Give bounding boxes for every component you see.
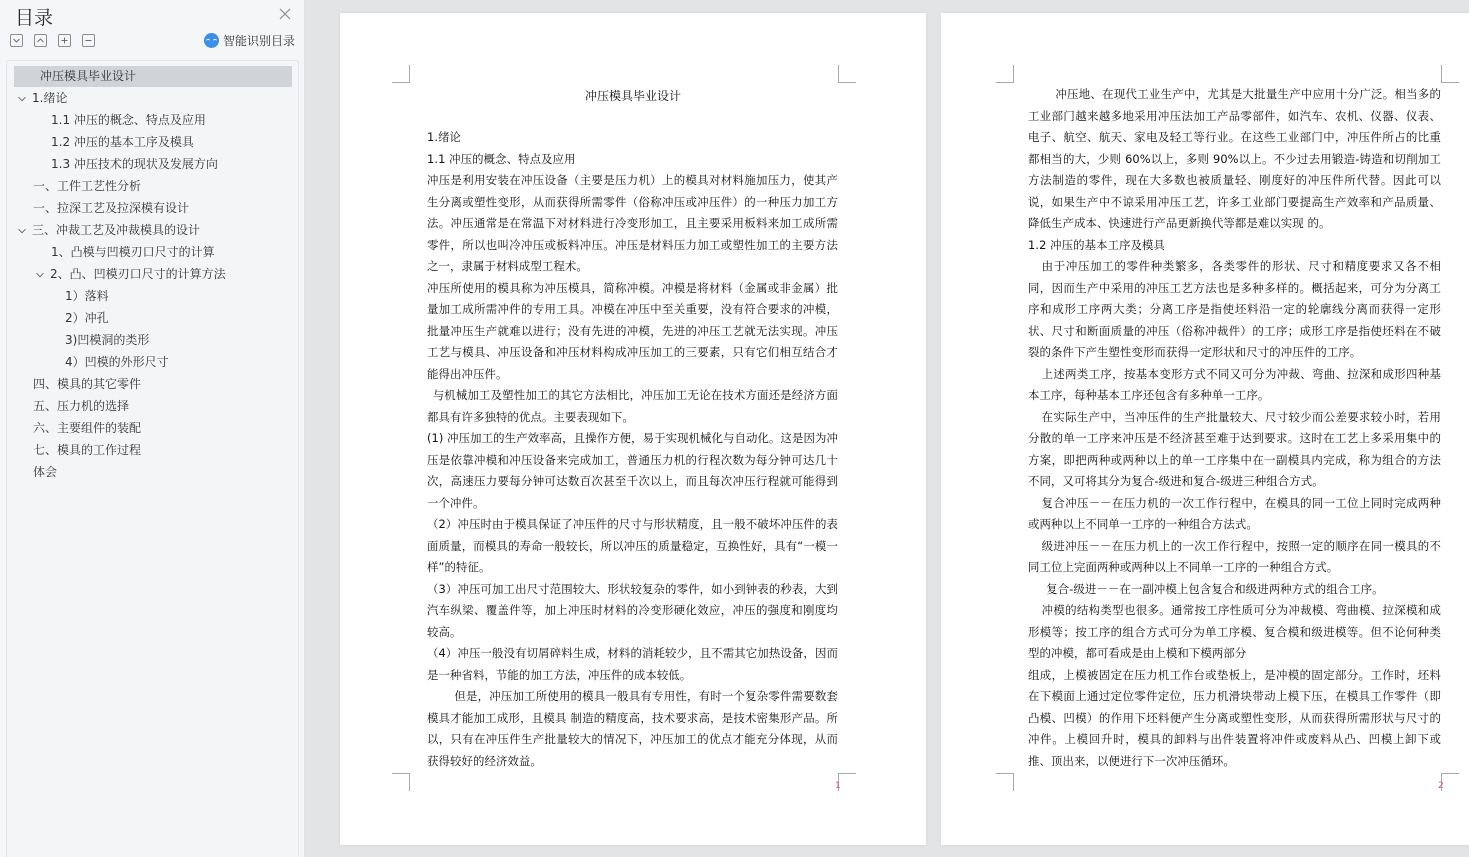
paragraph: 级进冲压－－在压力机上的一次工作行程中，按照一定的顺序在同一模具的不同工位上完面两种或两种以上不同单一工序的一种组合方式。 [1028,538,1441,574]
paragraph: 但是，冲压加工所使用的模具一般具有专用性，有时一个复杂零件需要数套模具才能加工成形，且模具 制造的精度高，技术要求高，是技术密集形产品。所以，只有在冲压件生产批量较大的情况下，冲压加工的优点才能充分体现，从而获得较好的经济效益。 [427,689,838,768]
paragraph: （3）冲压可加工出尺寸范围较大、形状较复杂的零件，如小到钟表的秒表，大到汽车纵梁、覆盖件等，加上冲压时材料的冷变形硬化效应，冲压的强度和刚度均较高。 [427,581,838,639]
paragraph: 1.2 冲压的基本工序及模具 [1028,237,1166,252]
toc-item-label: 4）凹模的外形尺寸 [65,355,169,369]
paragraph: 在实际生产中，当冲压件的生产批量较大、尺寸较少而公差要求较小时，若用分散的单一工序来冲压是不经济甚至难于达到要求。这时在工艺上多采用集中的方案，即把两种或两种以上的单一工序集中在一副模具内完成，称为组合的方法不同，又可将其分为复合-级进和复合-级进三种组合方式。 [1028,409,1441,488]
toc-item-label: 五、压力机的选择 [33,399,130,413]
plus-icon [60,36,69,45]
margin-corner-mark [392,65,410,83]
paragraph: 与机械加工及塑性加工的其它方法相比，冲压加工无论在技术方面还是经济方面都具有许多独特的优点。主要表现如下。 [427,388,838,424]
expand-up-button[interactable] [34,34,47,47]
toc-item[interactable] [51,132,194,153]
toc-item[interactable] [65,286,109,307]
paragraph: 复合-级进－－在一副冲模上包含复合和级进两种方式的组合工序。 [1046,581,1384,596]
margin-corner-mark [996,65,1014,83]
toc-item[interactable] [17,88,67,109]
toc-tree [6,60,299,857]
toc-item[interactable] [14,66,292,87]
chevron-down-icon[interactable] [17,94,27,104]
page-number: 2 [1438,781,1444,791]
toc-item[interactable] [33,396,129,417]
margin-corner-mark [838,65,856,83]
toc-item-label: 3)凹模洞的类形 [65,333,150,347]
smart-toc-icon [204,33,219,48]
paragraph: 冲模的结构类型也很多。通常按工序性质可分为冲裁模、弯曲模、拉深模和成形模等；按工序的组合方式可分为单工序模、复合模和级进模等。但不论何种类型的冲模，都可看成是由上模和下模两部分 [1028,603,1441,660]
toc-toolbar [10,34,95,47]
page-2-body [1028,84,1441,772]
page-number: 1 [835,781,841,791]
chevron-down-icon[interactable] [17,226,27,236]
paragraph: 由于冲压加工的零件种类繁多，各类零件的形状、尺寸和精度要求又各不相同，因而生产中采用的冲压工艺方法也是多种多样的。概括起来，可分为分离工序和成形工序两大类；分离工序是指使坯料沿一定的轮廓线分离而获得一定形状、尺寸和断面质量的冲压（俗称冲裁件）的工序；成形工序是指使坯料在不破裂的条件下产生塑性变形而获得一定形状和尺寸的冲压件的工序。 [1028,259,1441,359]
toc-item-label: 六、主要组件的装配 [33,421,142,435]
chevron-down-icon[interactable] [35,270,45,280]
toc-item-label: 1.2 冲压的基本工序及模具 [51,135,194,149]
smart-toc-label: 智能识别目录 [223,34,296,48]
document-page-2[interactable] [941,13,1469,845]
chevron-up-icon [36,36,45,45]
toc-panel-title: 目录 [15,7,54,29]
paragraph: 复合冲压－－在压力机的一次工作行程中，在模具的同一工位上同时完成两种或两种以上不同单一工序的一种组合方法式。 [1028,495,1441,531]
document-viewport[interactable] [306,0,1469,857]
toc-item[interactable] [33,418,141,439]
margin-corner-mark [996,773,1014,791]
paragraph: 1.绪论 [427,130,462,144]
paragraph: 1.1 冲压的概念、特点及应用 [427,151,576,166]
toc-item[interactable] [65,308,109,329]
paragraph: （4）冲压一般没有切屑碎料生成，材料的消耗较少，且不需其它加热设备，因而是一种省料，节能的加工方法，冲压件的成本较低。 [427,646,838,682]
paragraph: 冲压是利用安装在冲压设备（主要是压力机）上的模具对材料施加压力，使其产生分离或塑性变形，从而获得所需零件（俗称冲压或冲压件）的一种压力加工方法。冲压通常是在常温下对材料进行冷变形加工，且主要采用板料来加工成所需零件，所以也叫冷冲压或板料冲压。冲压是材料压力加工或塑性加工的主要方法之一，隶属于材料成型工程术。 [427,173,838,273]
toc-item[interactable] [51,110,206,131]
toc-item[interactable] [35,264,226,285]
toc-item-label: 一、拉深工艺及拉深模有设计 [33,201,190,215]
paragraph: 组成，上模被固定在压力机工作台或垫板上，是冲模的固定部分。工作时，坯料在下模面上通过定位零件定位，压力机滑块带动上模下压，在模具工作零件（即凸模、凹模）的作用下坯料便产生分离或塑性变形，从而获得所需形状与尺寸的冲件。上模回升时，模具的卸料与出件装置将冲件或废料从凸、凹模上卸下或推、顶出来，以便进行下一次冲压循环。 [1028,667,1441,768]
toc-item-label: 1.3 冲压技术的现状及发展方向 [51,157,218,171]
margin-corner-mark [1441,65,1459,83]
toc-item[interactable] [33,440,141,461]
paragraph: (1) 冲压加工的生产效率高，且操作方便，易于实现机械化与自动化。这是因为冲压是依靠冲模和冲压设备来完成加工，普通压力机的行程次数为每分钟可达几十次，高速压力要每分钟可达数百次甚至千次以上，而且每次冲压行程就可能得到一个冲件。 [427,431,838,510]
toc-item[interactable] [51,154,218,175]
page-1-body [427,127,838,772]
toc-item-label: 1、凸模与凹模刃口尺寸的计算 [51,245,215,259]
toc-item-label: 体会 [33,465,58,479]
toc-item[interactable] [33,374,141,395]
document-page-1[interactable] [340,13,926,845]
toc-item-label: 四、模具的其它零件 [33,377,142,391]
toc-item[interactable] [33,198,189,219]
toc-item-label: 1.绪论 [32,91,68,105]
toc-item[interactable] [33,176,141,197]
toc-item-label: 冲压模具毕业设计 [40,69,137,83]
document-title: 冲压模具毕业设计 [584,89,681,103]
paragraph: 上述两类工序，按基本变形方式不同又可分为冲裁、弯曲、拉深和成形四种基本工序，每种基本工序还包含有多种单一工序。 [1028,366,1441,402]
close-icon [278,7,292,21]
toc-item-label: 2、凸、凹模刃口尺寸的计算方法 [50,267,226,281]
toc-panel [0,0,305,857]
margin-corner-mark [392,773,410,791]
toc-item-label: 七、模具的工作过程 [33,443,142,457]
toc-item-label: 三、冲裁工艺及冲裁模具的设计 [32,223,201,237]
toc-item[interactable] [33,462,57,483]
paragraph: 冲压地、在现代工业生产中，尤其是大批量生产中应用十分广泛。相当多的工业部门越来越多地采用冲压法加工产品零部件，如汽车、农机、仪器、仪表、电子、航空、航天、家电及轻工等行业。在这些工业部门中，冲压件所占的比重都相当的大，少则 60%以上，多则 90%以上。不少过去用锻造-铸造和切削加工方法制造的零件，现在大多数也被质量轻、刚度好的冲压件所代替。因此可以说，如果生产中不谅采用冲压工艺，许多工业部门要提高生产效率和产品质量、降低生产成本、快速进行产品更新换代等都是难以实现 的。 [1028,87,1441,230]
collapse-level-button[interactable] [82,34,95,47]
toc-item-label: 一、工件工艺性分析 [33,179,142,193]
minus-icon [84,36,93,45]
expand-level-button[interactable] [58,34,71,47]
paragraph: （2）冲压时由于模具保证了冲压件的尺寸与形状精度，且一般不破坏冲压件的表面质量，而模具的寿命一般较长，所以冲压的质量稳定，互换性好，具有“一模一样”的特征。 [427,517,838,574]
paragraph: 冲压所使用的模具称为冲压模具，简称冲模。冲模是将材料（金属或非金属）批量加工成所需冲件的专用工具。冲模在冲压中至关重要，没有符合要求的冲模，批量冲压生产就难以进行；没有先进的冲模，先进的冲压工艺就无法实现。冲压工艺与模具、冲压设备和冲压材料构成冲压加工的三要素，只有它们相互结合才能得出冲压件。 [427,280,838,381]
toc-item-label: 2）冲孔 [65,311,109,325]
toc-item[interactable] [51,242,215,263]
smart-toc-button[interactable] [204,32,295,49]
toc-item[interactable] [17,220,200,241]
toc-item[interactable] [65,352,169,373]
chevron-down-icon [12,36,21,45]
close-toc-button[interactable] [278,6,292,20]
toc-item-label: 1.1 冲压的概念、特点及应用 [51,113,206,127]
toc-item[interactable] [65,330,149,351]
toc-item-label: 1）落料 [65,289,109,303]
collapse-all-button[interactable] [10,34,23,47]
